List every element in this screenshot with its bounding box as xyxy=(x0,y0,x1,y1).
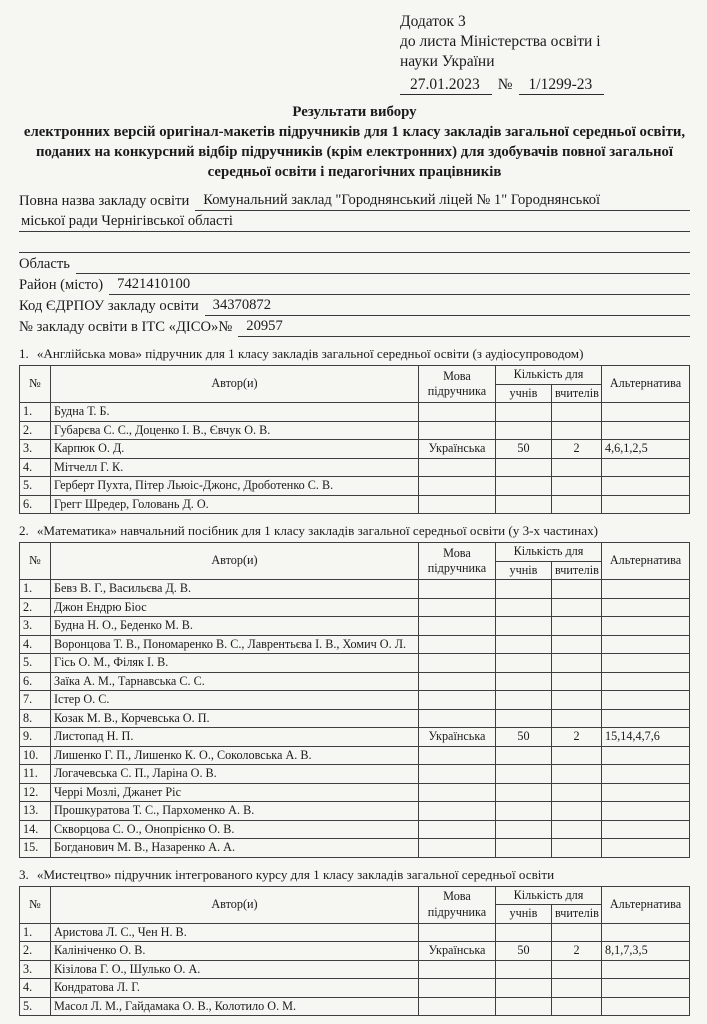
section-math xyxy=(19,522,690,858)
row-number-cell: 3. xyxy=(20,960,51,979)
table-row xyxy=(20,839,690,858)
authors-cell: Кондратова Л. Г. xyxy=(51,979,419,998)
authors-cell: Логачевська С. П., Ларіна О. В. xyxy=(51,765,419,784)
teachers-count-cell xyxy=(551,617,601,636)
table-row xyxy=(20,783,690,802)
alternative-cell xyxy=(602,820,690,839)
teachers-count-cell xyxy=(551,635,601,654)
students-count-cell xyxy=(495,923,551,942)
authors-cell: Герберт Пухта, Пітер Льюіс-Джонс, Дроботенко С. В. xyxy=(51,477,419,496)
table-row xyxy=(20,654,690,673)
col-header-authors: Автор(и) xyxy=(51,543,419,580)
teachers-count-cell xyxy=(551,672,601,691)
row-number-cell: 6. xyxy=(20,672,51,691)
language-cell xyxy=(418,802,495,821)
col-header-quantity: Кількість для xyxy=(495,366,601,385)
authors-cell: Мітчелл Г. К. xyxy=(51,458,419,477)
table-row xyxy=(20,421,690,440)
table-row xyxy=(20,691,690,710)
teachers-count-cell xyxy=(551,709,601,728)
col-header-teachers: вчителів xyxy=(551,905,601,924)
authors-cell: Козак М. В., Корчевська О. П. xyxy=(51,709,419,728)
row-number-cell: 4. xyxy=(20,635,51,654)
teachers-count-cell xyxy=(551,654,601,673)
form-fields xyxy=(19,190,690,337)
appendix-line-3: науки України xyxy=(400,53,495,70)
oblast-label: Область xyxy=(19,256,70,272)
students-count-cell xyxy=(495,598,551,617)
section-1-title: «Англійська мова» підручник для 1 класу закладів загальної середньої освіти (з аудіосупроводом) xyxy=(36,346,584,361)
alternative-cell xyxy=(602,421,690,440)
students-count-cell xyxy=(495,839,551,858)
edrpou-value: 34370872 xyxy=(205,295,690,316)
language-cell xyxy=(418,617,495,636)
school-name-value: Комунальний заклад "Городнянський ліцей № 1" Городнянської xyxy=(195,190,690,211)
alternative-cell xyxy=(602,765,690,784)
authors-cell: Кізілова Г. О., Шулько О. А. xyxy=(51,960,419,979)
col-header-alternative: Альтернатива xyxy=(602,543,690,580)
table-row xyxy=(20,979,690,998)
row-number-cell: 5. xyxy=(20,477,51,496)
table-row xyxy=(20,458,690,477)
alternative-cell xyxy=(602,709,690,728)
language-cell xyxy=(418,746,495,765)
students-count-cell xyxy=(495,691,551,710)
teachers-count-cell xyxy=(551,765,601,784)
table-row xyxy=(20,765,690,784)
table-row xyxy=(20,617,690,636)
col-header-teachers: вчителів xyxy=(551,384,601,403)
alternative-cell xyxy=(602,960,690,979)
teachers-count-cell xyxy=(551,691,601,710)
row-number-cell: 10. xyxy=(20,746,51,765)
language-cell xyxy=(418,495,495,514)
language-cell xyxy=(418,598,495,617)
teachers-count-cell xyxy=(551,421,601,440)
students-count-cell xyxy=(495,635,551,654)
art-textbooks-table xyxy=(19,886,690,1017)
alternative-cell xyxy=(602,477,690,496)
table-row xyxy=(20,403,690,422)
table-row xyxy=(20,960,690,979)
language-cell: Українська xyxy=(418,440,495,459)
teachers-count-cell xyxy=(551,495,601,514)
authors-cell: Лишенко Г. П., Лишенко К. О., Соколовська А. В. xyxy=(51,746,419,765)
language-cell xyxy=(418,421,495,440)
authors-cell: Будна Т. Б. xyxy=(51,403,419,422)
row-number-cell: 1. xyxy=(20,403,51,422)
language-cell xyxy=(418,923,495,942)
school-name-label: Повна назва закладу освіти xyxy=(19,193,190,209)
math-textbooks-table xyxy=(19,542,690,858)
authors-cell: Заїка А. М., Тарнавська С. С. xyxy=(51,672,419,691)
language-cell xyxy=(418,635,495,654)
authors-cell: Бевз В. Г., Васильєва Д. В. xyxy=(51,580,419,599)
students-count-cell xyxy=(495,495,551,514)
authors-cell: Будна Н. О., Беденко М. В. xyxy=(51,617,419,636)
col-header-quantity: Кількість для xyxy=(495,543,601,562)
col-header-language: Мова підручника xyxy=(418,366,495,403)
row-number-cell: 3. xyxy=(20,440,51,459)
students-count-cell xyxy=(495,820,551,839)
section-2-title: «Математика» навчальний посібник для 1 класу закладів загальної середньої освіти (у 3-х частинах) xyxy=(36,523,598,538)
language-cell xyxy=(418,783,495,802)
document-title-rest: електронних версій оригінал-макетів підручників для 1 класу закладів загальної середньої освіти, поданих на конкурсний відбір підручників (крім електронних) для здобувачів повної загальної середньої освіти і педагогічних працівників xyxy=(23,124,686,180)
rayon-label: Район (місто) xyxy=(19,277,104,293)
students-count-cell: 50 xyxy=(495,728,551,747)
teachers-count-cell xyxy=(551,580,601,599)
table-row xyxy=(20,598,690,617)
row-number-cell: 12. xyxy=(20,783,51,802)
authors-cell: Гісь О. М., Філяк І. В. xyxy=(51,654,419,673)
authors-cell: Грегг Шредер, Головань Д. О. xyxy=(51,495,419,514)
letter-number: 1/1299-23 xyxy=(519,76,605,95)
students-count-cell xyxy=(495,617,551,636)
teachers-count-cell xyxy=(551,997,601,1016)
school-name-field xyxy=(19,190,690,211)
row-number-cell: 5. xyxy=(20,654,51,673)
col-header-students: учнів xyxy=(495,905,551,924)
teachers-count-cell xyxy=(551,820,601,839)
language-cell xyxy=(418,654,495,673)
row-number-cell: 2. xyxy=(20,421,51,440)
appendix-line-1: Додаток 3 xyxy=(400,13,466,30)
row-number-cell: 8. xyxy=(20,709,51,728)
language-cell xyxy=(418,839,495,858)
section-2-heading xyxy=(19,522,690,539)
row-number-cell: 4. xyxy=(20,458,51,477)
row-number-cell: 15. xyxy=(20,839,51,858)
english-textbooks-table xyxy=(19,365,690,514)
teachers-count-cell: 2 xyxy=(551,728,601,747)
table-row xyxy=(20,728,690,747)
col-header-quantity: Кількість для xyxy=(495,886,601,905)
alternative-cell xyxy=(602,580,690,599)
language-cell: Українська xyxy=(418,728,495,747)
language-cell xyxy=(418,672,495,691)
row-number-cell: 13. xyxy=(20,802,51,821)
alternative-cell xyxy=(602,783,690,802)
alternative-cell xyxy=(602,746,690,765)
edrpou-field xyxy=(19,295,690,316)
table-row xyxy=(20,440,690,459)
students-count-cell xyxy=(495,746,551,765)
students-count-cell: 50 xyxy=(495,942,551,961)
col-header-language: Мова підручника xyxy=(418,886,495,923)
language-cell xyxy=(418,960,495,979)
row-number-cell: 1. xyxy=(20,580,51,599)
table-row xyxy=(20,672,690,691)
appendix-block xyxy=(400,12,690,95)
language-cell: Українська xyxy=(418,942,495,961)
col-header-num: № xyxy=(20,543,51,580)
table-row xyxy=(20,820,690,839)
col-header-alternative: Альтернатива xyxy=(602,366,690,403)
appendix-line-2: до листа Міністерства освіти і xyxy=(400,33,601,50)
table-row xyxy=(20,923,690,942)
row-number-cell: 14. xyxy=(20,820,51,839)
alternative-cell xyxy=(602,617,690,636)
students-count-cell: 50 xyxy=(495,440,551,459)
section-3-title: «Мистецтво» підручник інтегрованого курсу для 1 класу закладів загальної середньої освіти xyxy=(36,866,555,882)
alternative-cell xyxy=(602,802,690,821)
row-number-cell: 1. xyxy=(20,923,51,942)
students-count-cell xyxy=(495,580,551,599)
alternative-cell xyxy=(602,979,690,998)
students-count-cell xyxy=(495,765,551,784)
alternative-cell xyxy=(602,598,690,617)
students-count-cell xyxy=(495,421,551,440)
col-header-teachers: вчителів xyxy=(551,561,601,580)
teachers-count-cell xyxy=(551,979,601,998)
alternative-cell: 4,6,1,2,5 xyxy=(602,440,690,459)
authors-cell: Черрі Мозлі, Джанет Ріс xyxy=(51,783,419,802)
language-cell xyxy=(418,820,495,839)
teachers-count-cell xyxy=(551,802,601,821)
table-row xyxy=(20,477,690,496)
diso-label: № закладу освіти в ІТС «ДІСО»№ xyxy=(19,319,233,335)
alternative-cell xyxy=(602,495,690,514)
teachers-count-cell xyxy=(551,923,601,942)
alternative-cell xyxy=(602,997,690,1016)
teachers-count-cell xyxy=(551,839,601,858)
language-cell xyxy=(418,997,495,1016)
row-number-cell: 2. xyxy=(20,942,51,961)
row-number-cell: 5. xyxy=(20,997,51,1016)
table-row xyxy=(20,580,690,599)
students-count-cell xyxy=(495,960,551,979)
teachers-count-cell xyxy=(551,458,601,477)
teachers-count-cell xyxy=(551,746,601,765)
teachers-count-cell: 2 xyxy=(551,942,601,961)
alternative-cell xyxy=(602,839,690,858)
col-header-students: учнів xyxy=(495,561,551,580)
students-count-cell xyxy=(495,477,551,496)
section-art xyxy=(19,866,690,1017)
table-row xyxy=(20,635,690,654)
row-number-cell: 2. xyxy=(20,598,51,617)
school-name-value-continued: міської ради Чернігівської області xyxy=(19,211,690,232)
alternative-cell xyxy=(602,654,690,673)
language-cell xyxy=(418,580,495,599)
table-row xyxy=(20,802,690,821)
document-title xyxy=(19,102,690,182)
alternative-cell xyxy=(602,635,690,654)
document-title-line1: Результати вибору xyxy=(292,104,417,120)
row-number-cell: 6. xyxy=(20,495,51,514)
teachers-count-cell xyxy=(551,477,601,496)
authors-cell: Прошкуратова Т. С., Пархоменко А. В. xyxy=(51,802,419,821)
authors-cell: Істер О. С. xyxy=(51,691,419,710)
language-cell xyxy=(418,458,495,477)
teachers-count-cell xyxy=(551,960,601,979)
authors-cell: Губарєва С. С., Доценко І. В., Євчук О. В. xyxy=(51,421,419,440)
language-cell xyxy=(418,477,495,496)
col-header-num: № xyxy=(20,366,51,403)
students-count-cell xyxy=(495,783,551,802)
teachers-count-cell xyxy=(551,783,601,802)
authors-cell: Воронцова Т. В., Пономаренко В. С., Лаврентьєва І. В., Хомич О. Л. xyxy=(51,635,419,654)
students-count-cell xyxy=(495,997,551,1016)
authors-cell: Скворцова С. О., Онопрієнко О. В. xyxy=(51,820,419,839)
edrpou-label: Код ЄДРПОУ закладу освіти xyxy=(19,298,199,314)
diso-field xyxy=(19,316,690,337)
letter-date: 27.01.2023 xyxy=(400,76,492,95)
students-count-cell xyxy=(495,979,551,998)
table-row xyxy=(20,495,690,514)
section-3-number: 3. xyxy=(19,866,29,882)
section-2-number: 2. xyxy=(19,523,29,538)
alternative-cell: 8,1,7,3,5 xyxy=(602,942,690,961)
diso-value: 20957 xyxy=(238,316,690,337)
row-number-cell: 11. xyxy=(20,765,51,784)
language-cell xyxy=(418,691,495,710)
section-english xyxy=(19,345,690,514)
alternative-cell: 15,14,4,7,6 xyxy=(602,728,690,747)
students-count-cell xyxy=(495,654,551,673)
col-header-students: учнів xyxy=(495,384,551,403)
authors-cell: Листопад Н. П. xyxy=(51,728,419,747)
students-count-cell xyxy=(495,403,551,422)
row-number-cell: 9. xyxy=(20,728,51,747)
authors-cell: Богданович М. В., Назаренко А. А. xyxy=(51,839,419,858)
row-number-cell: 4. xyxy=(20,979,51,998)
authors-cell: Калініченко О. В. xyxy=(51,942,419,961)
students-count-cell xyxy=(495,458,551,477)
section-3-heading xyxy=(19,866,690,883)
alternative-cell xyxy=(602,458,690,477)
language-cell xyxy=(418,709,495,728)
language-cell xyxy=(418,979,495,998)
col-header-authors: Автор(и) xyxy=(51,886,419,923)
col-header-authors: Автор(и) xyxy=(51,366,419,403)
col-header-num: № xyxy=(20,886,51,923)
teachers-count-cell: 2 xyxy=(551,440,601,459)
section-1-heading xyxy=(19,345,690,362)
rayon-field xyxy=(19,274,690,295)
teachers-count-cell xyxy=(551,403,601,422)
authors-cell: Масол Л. М., Гайдамака О. В., Колотило О. М. xyxy=(51,997,419,1016)
alternative-cell xyxy=(602,923,690,942)
alternative-cell xyxy=(602,672,690,691)
students-count-cell xyxy=(495,802,551,821)
table-row xyxy=(20,997,690,1016)
section-1-number: 1. xyxy=(19,346,29,361)
alternative-cell xyxy=(602,403,690,422)
table-row xyxy=(20,709,690,728)
table-row xyxy=(20,942,690,961)
oblast-field xyxy=(19,253,690,274)
col-header-alternative: Альтернатива xyxy=(602,886,690,923)
students-count-cell xyxy=(495,709,551,728)
teachers-count-cell xyxy=(551,598,601,617)
alternative-cell xyxy=(602,691,690,710)
students-count-cell xyxy=(495,672,551,691)
row-number-cell: 3. xyxy=(20,617,51,636)
letter-reference-line xyxy=(400,75,690,95)
language-cell xyxy=(418,403,495,422)
authors-cell: Карпюк О. Д. xyxy=(51,440,419,459)
number-sign: № xyxy=(497,76,513,93)
row-number-cell: 7. xyxy=(20,691,51,710)
rayon-value: 7421410100 xyxy=(109,274,690,295)
table-row xyxy=(20,746,690,765)
authors-cell: Джон Ендрю Біос xyxy=(51,598,419,617)
authors-cell: Аристова Л. С., Чен Н. В. xyxy=(51,923,419,942)
language-cell xyxy=(418,765,495,784)
blank-underline xyxy=(19,232,690,253)
col-header-language: Мова підручника xyxy=(418,543,495,580)
